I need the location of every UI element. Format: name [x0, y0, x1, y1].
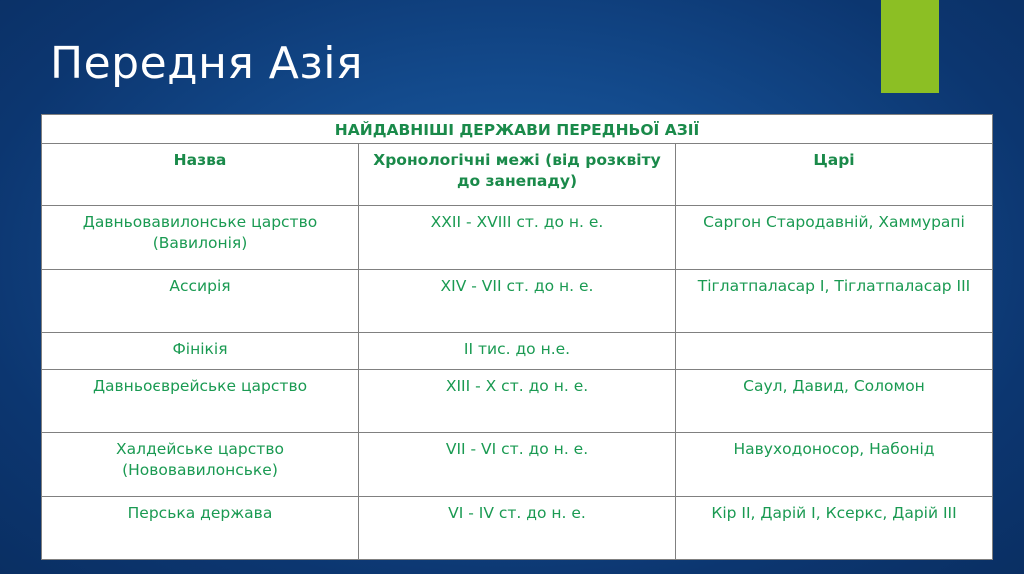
- kings-cell: Тіглатпаласар I, Тіглатпаласар III: [676, 269, 993, 332]
- chronology-cell: VII - VI ст. до н. е.: [359, 433, 676, 496]
- kings-cell: Саргон Стародавній, Хаммурапі: [676, 206, 993, 269]
- table-caption-row: [42, 115, 993, 144]
- kings-cell: [676, 332, 993, 369]
- state-name-cell: Давньовавилонське царство (Вавилонія): [42, 206, 359, 269]
- table-row: [42, 433, 993, 496]
- state-name-cell: Халдейське царство (Нововавилонське): [42, 433, 359, 496]
- table-row: [42, 370, 993, 433]
- state-name-cell: Фінікія: [42, 332, 359, 369]
- slide-title: Передня Азія: [50, 38, 363, 89]
- chronology-cell: VI - IV ст. до н. е.: [359, 496, 676, 559]
- kings-cell: Саул, Давид, Соломон: [676, 370, 993, 433]
- table-row: [42, 269, 993, 332]
- table-row: [42, 496, 993, 559]
- chronology-cell: II тис. до н.е.: [359, 332, 676, 369]
- table-header-row: [42, 144, 993, 206]
- table-caption: НАЙДАВНІШІ ДЕРЖАВИ ПЕРЕДНЬОЇ АЗІЇ: [42, 115, 993, 144]
- states-table-container: [41, 114, 992, 560]
- kings-cell: Навуходоносор, Набонід: [676, 433, 993, 496]
- column-header-chronology: Хронологічні межі (від розквіту до занепаду): [359, 144, 676, 206]
- kings-cell: Кір II, Дарій I, Ксеркс, Дарій III: [676, 496, 993, 559]
- table-row: [42, 332, 993, 369]
- column-header-kings: Царі: [676, 144, 993, 206]
- state-name-cell: Давньоєврейське царство: [42, 370, 359, 433]
- chronology-cell: XIII - X ст. до н. е.: [359, 370, 676, 433]
- state-name-cell: Ассирія: [42, 269, 359, 332]
- table-row: [42, 206, 993, 269]
- chronology-cell: XXII - XVIII ст. до н. е.: [359, 206, 676, 269]
- ancient-states-table: [41, 114, 993, 560]
- chronology-cell: XIV - VII ст. до н. е.: [359, 269, 676, 332]
- accent-bar: [881, 0, 939, 93]
- state-name-cell: Перська держава: [42, 496, 359, 559]
- column-header-name: Назва: [42, 144, 359, 206]
